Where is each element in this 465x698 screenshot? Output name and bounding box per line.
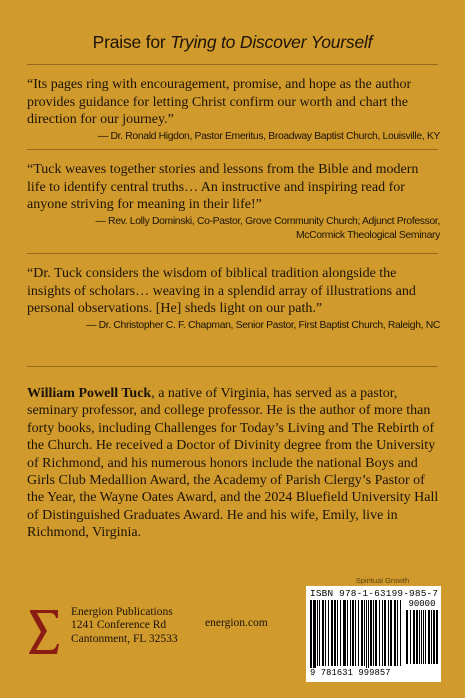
barcode-bar <box>423 610 424 664</box>
divider-3 <box>27 366 438 367</box>
publisher-address-2: Cantonment, FL 32533 <box>71 632 178 645</box>
publisher-website[interactable]: energion.com <box>205 617 268 629</box>
barcode-bar <box>406 610 408 664</box>
barcode-bar <box>436 610 438 664</box>
barcode-bar <box>373 600 374 666</box>
barcode-bar <box>382 600 383 666</box>
ean-barcode-bars <box>310 600 403 672</box>
barcode-bar <box>410 610 411 664</box>
barcode-bar <box>334 600 336 666</box>
barcode-bar <box>340 600 341 666</box>
quote-3-text: “Dr. Tuck considers the wisdom of biblical tradition alongside the insights of scholars… weaving in a splendid array of illustrations and personal observations. [He] sheds light on our path.” <box>27 266 416 316</box>
barcode-bar <box>347 600 348 666</box>
author-bio <box>27 385 440 542</box>
barcode-bar <box>331 600 333 666</box>
barcode-bar <box>397 600 398 666</box>
barcode-bar <box>375 600 377 666</box>
barcode-bar <box>366 600 367 672</box>
barcode-bar <box>358 600 359 666</box>
publisher-address-1: 1241 Conference Rd <box>71 619 167 632</box>
barcode-bar <box>421 610 422 664</box>
quote-1-attribution: — Dr. Ronald Higdon, Pastor Emeritus, Broadway Baptist Church, Louisville, KY <box>97 130 440 142</box>
barcode-bar <box>364 600 365 666</box>
isbn-text: ISBN 978-1-63199-985-7 <box>310 588 439 599</box>
quote-2 <box>27 161 440 243</box>
barcode-bar <box>431 610 432 664</box>
barcode-bar <box>400 600 401 666</box>
price-barcode-bars <box>406 610 438 670</box>
barcode-bar <box>425 610 426 664</box>
quote-2-attribution-line1: — Rev. Lolly Dominski, Co-Pastor, Grove Community Church; Adjunct Professor, <box>95 215 440 227</box>
quote-3-attribution: — Dr. Christopher C. F. Chapman, Senior Pastor, First Baptist Church, Raleigh, NC <box>86 319 440 331</box>
barcode-bar <box>325 600 326 666</box>
barcode-bar <box>337 600 338 666</box>
barcode-bar <box>310 600 312 672</box>
praise-prefix: Praise for <box>92 32 171 52</box>
sigma-logo-path <box>29 610 59 654</box>
barcode-bar <box>328 600 329 666</box>
barcode-bar <box>355 600 356 666</box>
author-bio-text: , a native of Virginia, has served as a pastor, seminary professor, and college professor. He is the author of more than forty books, including Challenges for Today’s Living and The Rebirth of the Church. He received a Doctor of Divinity degree from the University of Richmond, and his numerous honors include the national Boys and Girls Club Medallion Award, the Academy of Parish Clergy’s Pastor of the Year, the Wayne Oates Award, and the 2024 Bluefield University Hall of Distinguished Graduates Award. He and his wife, Emily, live in Richmond, Virginia. <box>27 386 439 541</box>
barcode-bar <box>370 600 372 666</box>
book-title: Trying to Discover Yourself <box>170 32 373 52</box>
barcode-bar <box>428 610 430 664</box>
barcode-bar <box>413 610 415 664</box>
author-name: William Powell Tuck <box>27 386 152 401</box>
barcode-bar <box>394 600 396 666</box>
publisher-name: Energion Publications <box>71 606 173 618</box>
barcode-bar <box>368 600 369 672</box>
barcode-bar <box>379 600 380 666</box>
quote-3 <box>27 265 440 333</box>
barcode-bar <box>416 610 418 664</box>
divider-top <box>27 64 438 65</box>
ean-digits: 9 781631 999857 <box>310 668 402 678</box>
barcode-bar <box>433 610 435 664</box>
barcode-box <box>306 586 441 682</box>
barcode-bar <box>352 600 354 666</box>
divider-1 <box>27 149 438 150</box>
barcode-bar <box>350 600 351 666</box>
divider-2 <box>27 253 438 254</box>
praise-header <box>0 32 465 53</box>
barcode-bar <box>361 600 363 666</box>
barcode-bar <box>319 600 320 666</box>
quote-1 <box>27 76 440 144</box>
barcode-bar <box>419 610 420 664</box>
category-label: Spiritual Growth <box>355 576 410 585</box>
publisher-block <box>71 606 178 646</box>
quote-2-attribution <box>27 215 440 243</box>
price-code: 90000 <box>408 599 436 609</box>
barcode-bar <box>343 600 346 666</box>
quote-2-text: “Tuck weaves together stories and lessons from the Bible and modern life to identify central truths… An instructive and inspiring read for anyone striving for meaning in their life!” <box>27 162 419 212</box>
barcode-bar <box>313 600 316 672</box>
barcode-bar <box>317 600 318 666</box>
barcode-bar <box>388 600 389 666</box>
barcode-bar <box>384 600 386 666</box>
quote-1-text: “Its pages ring with encouragement, promise, and hope as the author provides guidance for letting Christ confirm our worth and chart the direction for our journey.” <box>27 77 412 127</box>
quote-2-attribution-line2: McCormick Theological Seminary <box>295 229 440 241</box>
barcode-bar <box>390 600 392 666</box>
sigma-logo-icon <box>28 608 60 656</box>
barcode-bar <box>322 600 324 666</box>
